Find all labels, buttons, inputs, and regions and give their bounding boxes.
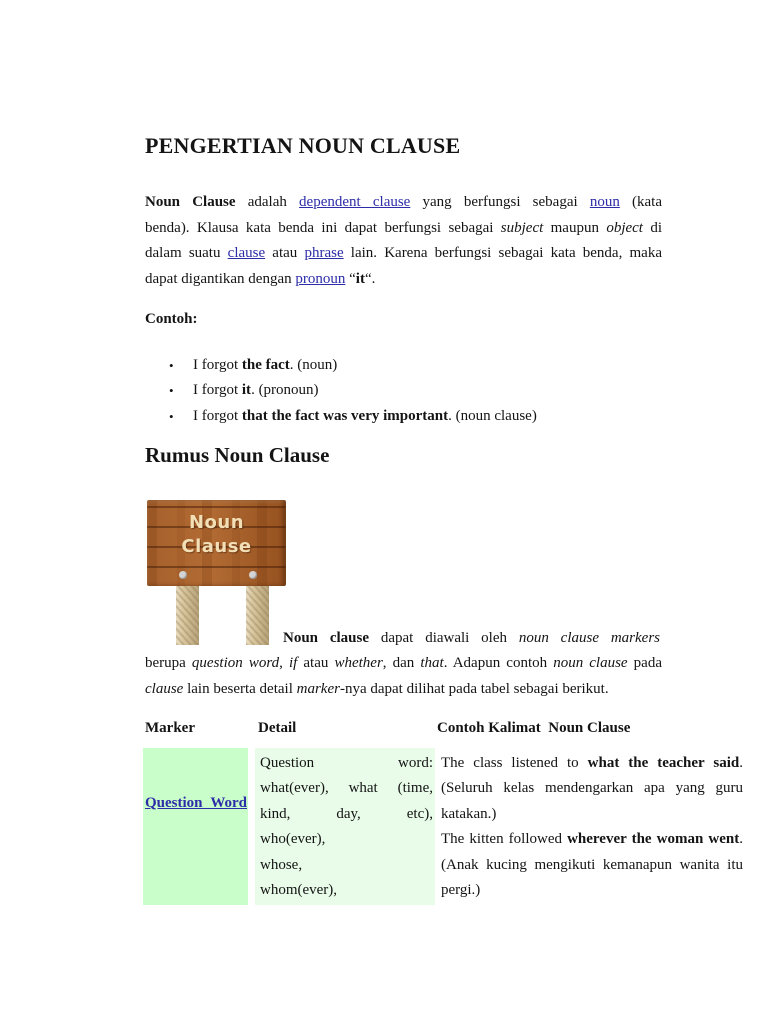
table-header-contoh-kalimat: Contoh Kalimat Noun Clause: [437, 720, 631, 736]
detail-line: what(ever), what (time,: [260, 780, 433, 797]
screw-icon: [179, 571, 187, 579]
marker-paragraph-line: Noun clause dapat diawali oleh noun clause markers: [283, 630, 660, 646]
sign-text-line: Clause: [181, 536, 252, 557]
list-item: [145, 404, 665, 429]
bullet-icon: •: [169, 358, 174, 373]
example-line: (Seluruh kelas mendengarkan apa yang guru: [441, 780, 743, 797]
detail-line: kind, day, etc),: [260, 805, 433, 822]
contoh-heading: Contoh:: [145, 311, 198, 327]
detail-line: whom(ever),: [260, 881, 338, 898]
sign-post-right: [246, 586, 269, 645]
sign-text: [147, 511, 286, 559]
intro-line: benda). Klausa kata benda ini dapat berfungsi sebagai subject maupun object di: [145, 219, 662, 236]
hyperlink[interactable]: pronoun: [295, 270, 346, 287]
detail-line: whose,: [260, 856, 303, 873]
list-item: [145, 378, 665, 403]
section-title-rumus: Rumus Noun Clause: [145, 443, 330, 467]
bullet-icon: •: [169, 383, 174, 399]
noun-clause-sign-image: [147, 500, 286, 586]
hyperlink[interactable]: dependent clause: [299, 194, 411, 210]
detail-line: who(ever),: [260, 831, 326, 848]
marker-paragraph-line: berupa question word, if atau whether, dan that. Adapun contoh noun clause pada: [145, 655, 662, 671]
example-line: The class listened to what the teacher said.: [441, 755, 743, 771]
table-row: [145, 795, 247, 811]
table-cell-marker: [143, 748, 248, 905]
table-header-marker: Marker: [145, 720, 195, 736]
example-list: [145, 353, 665, 429]
example-text: I forgot that the fact was very important. (noun clause): [193, 407, 537, 424]
example-cell-text: [441, 751, 743, 903]
hyperlink[interactable]: phrase: [304, 245, 344, 261]
sign-text-line: Noun: [188, 512, 245, 533]
question-word-link[interactable]: Question Word: [145, 795, 247, 811]
example-line: The kitten followed wherever the woman went.: [441, 831, 743, 848]
list-item: [145, 353, 665, 378]
intro-paragraph: [145, 190, 662, 292]
intro-line: dapat digantikan dengan pronoun “it“.: [145, 270, 376, 287]
marker-paragraph-line: clause lain beserta detail marker-nya dapat dilihat pada tabel sebagai berikut.: [145, 681, 609, 697]
sign-post-left: [176, 586, 199, 645]
example-line: (Anak kucing mengikuti kemanapun wanita itu: [441, 856, 743, 873]
bullet-icon: •: [169, 408, 174, 424]
intro-line: dalam suatu clause atau phrase lain. Karena berfungsi sebagai kata benda, maka: [145, 245, 662, 261]
hyperlink[interactable]: noun: [589, 194, 620, 210]
example-text: I forgot it. (pronoun): [193, 382, 319, 399]
detail-line: Question word:: [260, 755, 433, 771]
detail-cell-text: [260, 751, 433, 903]
hyperlink[interactable]: clause: [227, 245, 266, 261]
table-header-detail: Detail: [258, 720, 297, 736]
intro-line: Noun Clause adalah dependent clause yang berfungsi sebagai noun (kata: [145, 194, 662, 210]
example-line: pergi.): [441, 881, 481, 898]
page-title: PENGERTIAN NOUN CLAUSE: [145, 133, 461, 158]
example-text: I forgot the fact. (noun): [193, 357, 338, 373]
example-line: katakan.): [441, 805, 497, 822]
screw-icon: [249, 571, 257, 579]
